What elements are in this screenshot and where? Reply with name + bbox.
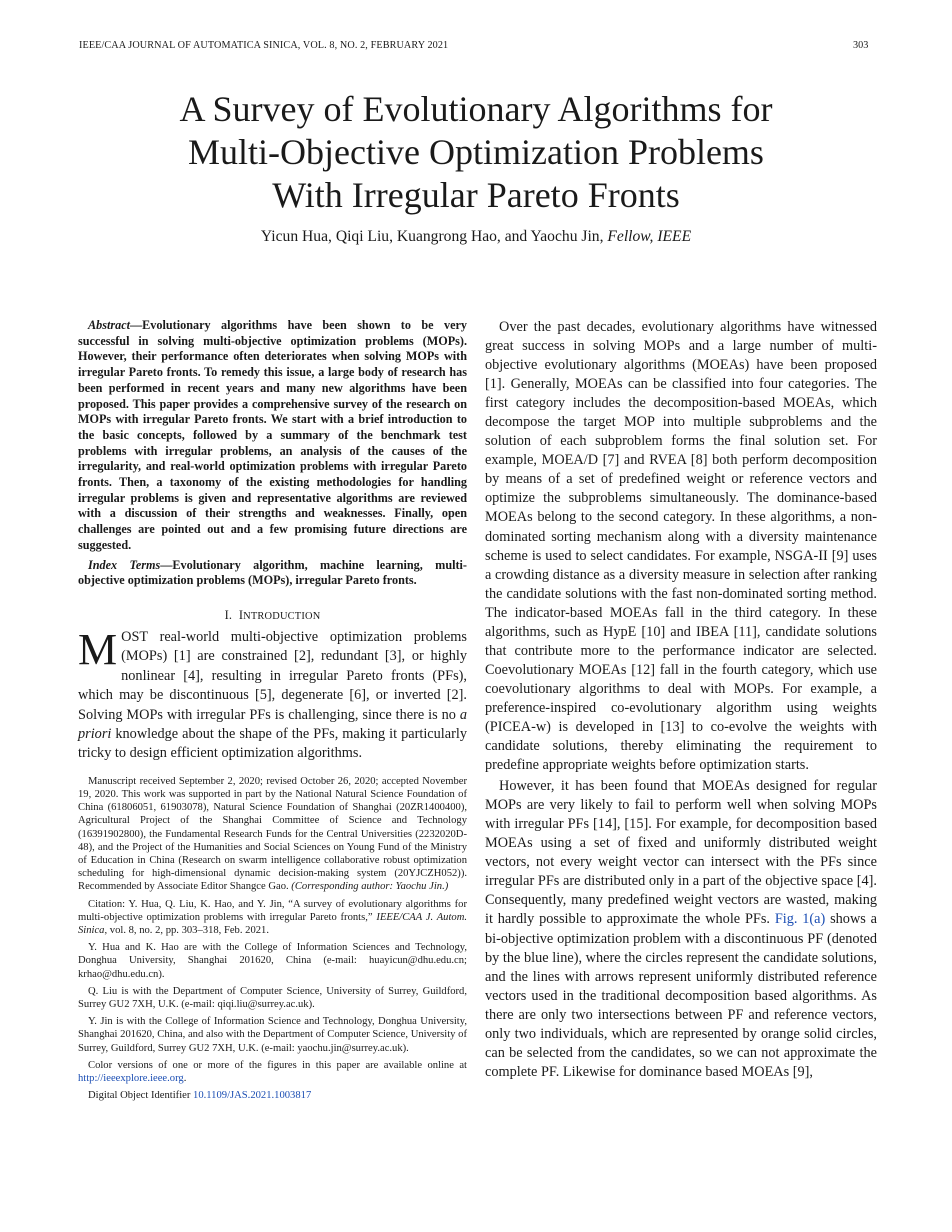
author-fellow: Fellow, IEEE xyxy=(607,228,692,245)
body-paragraph-1: Over the past decades, evolutionary algorithms have witnessed great success in solving MOPs and a large number of multi-objective evolutionary algorithms (MOEAs) have been proposed [1]. Generally, MOEAs can be classified into four categories. The first category includes the decomposition-based MOEAs, which decompose the target MOP into multiple subproblems and the solution of each subproblem forms the final solution set. For example, MOEA/D [7] and RVEA [8] both perform decomposition by means of a set of predefined weight or reference vectors and optimize the subproblems simultaneously. The dominance-based MOEAs belong to the second category. In these algorithms, a non-dominated sorting mechanism along with a diversity maintenance scheme is used to select candidates. For example, NSGA-II [9] uses a crowding distance as a diversity measure in selection after ranking the candidate solutions with the fast non-dominated sorting method. The indicator-based MOEAs fall in the third category. In these algorithms, such as HypE [10] and IBEA [11], candidate solutions that contribute more to the performance indicator are selected. Coevolutionary MOEAs [12] fall in the fourth category, which use coevolutionary algorithms to deal with MOPs. For example, a preference-inspired co-evolutionary algorithm using weights (PICEA-w) is developed in [13] to co-evolve the weights with candidate solutions, thereby eliminating the requirement to predefine appropriate weights before optimization starts. xyxy=(485,319,877,774)
footnote-color xyxy=(78,1059,467,1085)
left-column xyxy=(78,318,467,1102)
citation-text: Citation: Y. Hua, Q. Liu, K. Hao, and Y. Jin, “A survey of evolutionary algorithms for multi-objective optimization problems with irregular Pareto fronts,” xyxy=(78,898,467,923)
abstract-text: —Evolutionary algorithms have been shown to be very successful in solving multi-objective optimization problems (MOPs). However, their performance often deteriorates when solving MOPs with irregular Pareto fronts. To remedy this issue, a large body of research has been performed in recent years and many new algorithms have been proposed. This paper provides a comprehensive survey of the research on MOPs with irregular Pareto fronts. We start with a brief introduction to the basic concepts, followed by a summary of the benchmark test problems with irregular problems, an analysis of the causes of the irregularity, and real-world optimization problems with irregular Pareto fronts. Then, a taxonomy of the existing methodologies for handling irregular problems is given and representative algorithms are reviewed with a discussion of their strengths and weaknesses. Finally, open challenges are pointed out and a few promising future directions are suggested. xyxy=(78,318,467,552)
intro-text-b: knowledge about the shape of the PFs, making it particularly tricky to design efficient optimization algorithms. xyxy=(78,725,467,762)
right-column xyxy=(485,318,877,1082)
footnote-manuscript xyxy=(78,775,467,894)
section-title-initial: I xyxy=(238,607,244,622)
color-period: . xyxy=(183,1073,187,1085)
footnote-affiliation-2: Q. Liu is with the Department of Computer Science, University of Surrey, Guildford, Surrey GU2 7XH, U.K. (e-mail: qiqi.liu@surrey.ac.uk). xyxy=(78,985,467,1011)
index-terms-label: Index Terms xyxy=(88,557,161,572)
para2-text-a: However, it has been found that MOEAs designed for regular MOPs are very likely to fail to perform well when solving MOPs with irregular PFs [14], [15]. For example, for decomposition based MOEAs using a set of fixed and uniformly distributed weight vectors, not every weight vector can intersect with the PFs since irregular PFs are distributed only in a part of the objective space [4]. Consequently, many predefined weight vectors are wasted, making it hardly possible to approximate the whole PFs. xyxy=(485,778,877,928)
index-terms xyxy=(78,558,467,589)
title-line-3: With Irregular Pareto Fronts xyxy=(272,175,680,215)
citation-details: , vol. 8, no. 2, pp. 303–318, Feb. 2021. xyxy=(104,925,269,937)
section-heading xyxy=(78,608,467,623)
body-paragraph-2 xyxy=(485,777,877,1082)
citation-journal: IEEE/CAA J. Autom. Sinica xyxy=(78,911,467,937)
title-line-1: A Survey of Evolutionary Algorithms for xyxy=(179,89,773,129)
author-line xyxy=(0,228,952,246)
para2-text-b: shows a bi-objective optimization problem with a discontinuous PF (denoted by the blue line), where the circles represent the candidate solutions, and the lines with arrows represent uniformly distributed reference vectors used in the traditional decomposition based algorithms. As there are only two intersections between PF and reference vectors, only two individuals, which are represented by orange solid circles, can be selected from the candidates, so we can not approximate the complete PF. Likewise for dominance based MOEAs [9], xyxy=(485,911,877,1080)
abstract-label: Abstract xyxy=(88,318,130,332)
footnote-citation xyxy=(78,898,467,938)
doi-link[interactable]: 10.1109/JAS.2021.1003817 xyxy=(193,1090,312,1102)
manuscript-text: Manuscript received September 2, 2020; revised October 26, 2020; accepted November 19, 2020. This work was supported in part by the National Natural Science Foundation of China (61806051, 61903078), Natural Science Foundation of Shanghai (20ZR1400400), Agricultural Project of the Shanghai Committee of Science and Technology (16391902800), the Fundamental Research Funds for the Central Universities (2232020D-48), and the Project of the Humanities and Social Sciences on Young Fund of the Ministry of Education in China (Research on swarm intelligence collaborative robust optimization scheduling for high-dimensional dynamic decision-making system (20YJCZH052)). Recommended by Associate Editor Shangce Gao. xyxy=(78,775,467,893)
intro-italic: a priori xyxy=(78,706,467,742)
corresponding-author: (Corresponding author: Yaochu Jin.) xyxy=(291,881,449,893)
doi-label: Digital Object Identifier xyxy=(88,1090,194,1102)
footnote-affiliation-3: Y. Jin is with the College of Information Science and Technology, Donghua University, Shanghai 201620, China, and also with the Department of Computer Science, University of Surrey, Guildford, Surrey GU2 7XH, U.K. (e-mail: yaochu.jin@surrey.ac.uk). xyxy=(78,1016,467,1054)
section-title-rest: NTRODUCTION xyxy=(243,610,321,622)
abstract xyxy=(78,318,467,554)
footnote-affiliation-1: Y. Hua and K. Hao are with the College of Information Sciences and Technology, Donghua University, Shanghai 201620, China (e-mail: huayicun@dhu.edu.cn; krhao@dhu.edu.cn). xyxy=(78,942,467,980)
intro-text-a: OST real-world multi-objective optimization problems (MOPs) [1] are constrained [2], redundant [3], or highly nonlinear [4], resulting in irregular Pareto fronts (PFs), which may be discontinuous [5], degenerate [6], or inverted [2]. Solving MOPs with irregular PFs is challenging, since there is no xyxy=(78,628,467,723)
intro-paragraph xyxy=(78,624,467,764)
author-names: Yicun Hua, Qiqi Liu, Kuangrong Hao, and Yaochu Jin, xyxy=(260,228,604,245)
section-number: I. xyxy=(224,607,233,622)
ieeexplore-link[interactable]: http://ieeexplore.ieee.org xyxy=(78,1073,184,1085)
figure-link[interactable]: Fig. 1(a) xyxy=(774,911,826,928)
index-terms-text: —Evolutionary algorithm, machine learning, multi-objective optimization problems (MOPs), irregular Pareto fronts. xyxy=(78,557,467,588)
dropcap: M xyxy=(78,624,118,674)
page-number: 303 xyxy=(853,40,869,51)
title-line-2: Multi-Objective Optimization Problems xyxy=(188,132,764,172)
running-header: IEEE/CAA JOURNAL OF AUTOMATICA SINICA, VOL. 8, NO. 2, FEBRUARY 2021 xyxy=(79,40,449,51)
color-text: Color versions of one or more of the figures in this paper are available online at xyxy=(88,1059,467,1071)
paper-title xyxy=(0,88,952,217)
footnote-doi xyxy=(78,1089,467,1102)
